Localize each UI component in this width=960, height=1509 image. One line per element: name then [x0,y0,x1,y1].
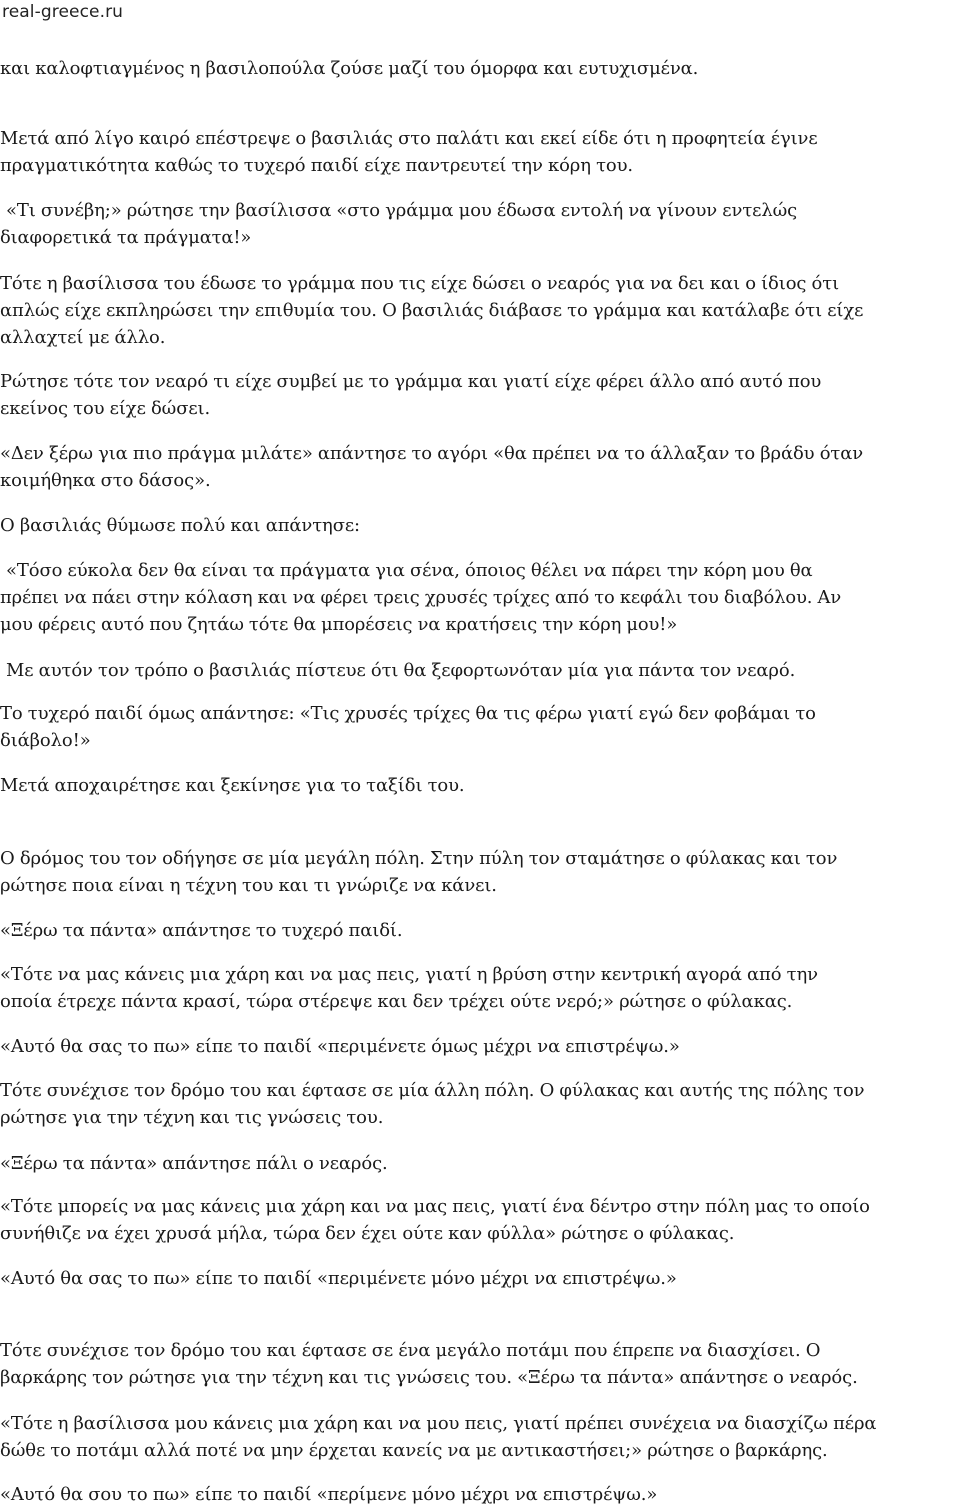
text-line: οποία έτρεχε πάντα κρασί, τώρα στέρεψε και δεν τρέχει ούτε νερό;» ρώτησε ο φύλακας. [0,991,793,1012]
paragraph [0,440,955,494]
text-line: Μετά αποχαιρέτησε και ξεκίνησε για το ταξίδι του. [0,775,465,796]
text-line: Ο βασιλιάς θύμωσε πολύ και απάντησε: [0,515,361,536]
text-line: βαρκάρης τον ρώτησε για την τέχνη και τις γνώσεις του. «Ξέρω τα πάντα» απάντησε ο νεαρός. [0,1367,858,1388]
paragraph [0,1077,955,1131]
text-line: «Δεν ξέρω για πιο πράγμα μιλάτε» απάντησε το αγόρι «θα πρέπει να το άλλαξαν το βράδυ όταν [0,443,864,464]
paragraph [0,197,960,251]
paragraph [0,1150,955,1177]
paragraph [0,557,960,638]
text-line: ρώτησε για την τέχνη και τις γνώσεις του. [0,1107,384,1128]
text-line: «Τότε να μας κάνεις μια χάρη και να μας πεις, γιατί η βρύση στην κεντρική αγορά από την [0,964,818,985]
text-line: κοιμήθηκα στο δάσος». [0,470,211,491]
paragraph [0,125,955,179]
paragraph [0,845,955,899]
text-line: «Ξέρω τα πάντα» απάντησε το τυχερό παιδί. [0,920,403,941]
text-line: «Αυτό θα σου το πω» είπε το παιδί «περίμενε μόνο μέχρι να επιστρέψω.» [0,1484,658,1505]
text-line: συνήθιζε να έχει χρυσά μήλα, τώρα δεν έχει ούτε καν φύλλα» ρώτησε ο φύλακας. [0,1223,735,1244]
paragraph [0,270,955,351]
text-line: «Αυτό θα σας το πω» είπε το παιδί «περιμένετε μόνο μέχρι να επιστρέψω.» [0,1268,677,1289]
paragraph [0,1481,955,1508]
text-line: Με αυτόν τον τρόπο ο βασιλιάς πίστευε ότι θα ξεφορτωνόταν μία για πάντα τον νεαρό. [6,660,796,681]
paragraph [0,700,955,754]
text-line: διαφορετικά τα πράγματα!» [0,227,252,248]
paragraph [0,512,955,539]
text-line: μου φέρεις αυτό που ζητάω τότε θα μπορέσεις να κρατήσεις την κόρη μου!» [0,614,678,635]
paragraph [0,1410,955,1464]
paragraph [0,1337,955,1391]
text-line: αλλαχτεί με άλλο. [0,327,166,348]
text-line: «Τόσο εύκολα δεν θα είναι τα πράγματα για σένα, όποιος θέλει να πάρει την κόρη μου θα [6,560,813,581]
paragraph [0,657,960,684]
text-line: Ο δρόμος του τον οδήγησε σε μία μεγάλη πόλη. Στην πύλη τον σταμάτησε ο φύλακας και τον [0,848,838,869]
text-line: διάβολο!» [0,730,91,751]
text-line: «Ξέρω τα πάντα» απάντησε πάλι ο νεαρός. [0,1153,388,1174]
paragraph [0,55,955,82]
paragraph [0,917,955,944]
text-line: «Τι συνέβη;» ρώτησε την βασίλισσα «στο γράμμα μου έδωσα εντολή να γίνουν εντελώς [6,200,798,221]
text-line: πραγματικότητα καθώς το τυχερό παιδί είχε παντρευτεί την κόρη του. [0,155,634,176]
text-line: ρώτησε ποια είναι η τέχνη του και τι γνώριζε να κάνει. [0,875,497,896]
text-line: Το τυχερό παιδί όμως απάντησε: «Τις χρυσές τρίχες θα τις φέρω γιατί εγώ δεν φοβάμαι το [0,703,816,724]
text-line: δώθε το ποτάμι αλλά ποτέ να μην έρχεται κανείς να με αντικαστήσει;» ρώτησε ο βαρκάρης. [0,1440,828,1461]
text-line: απλώς είχε εκπληρώσει την επιθυμία του. Ο βασιλιάς διάβασε το γράμμα και κατάλαβε ότι είχε [0,300,864,321]
text-line: Τότε συνέχισε τον δρόμο του και έφτασε σε μία άλλη πόλη. Ο φύλακας και αυτής της πόλης τον [0,1080,865,1101]
text-line: Τότε η βασίλισσα του έδωσε το γράμμα που τις είχε δώσει ο νεαρός για να δει και ο ίδιος ότι [0,273,840,294]
text-line: Τότε συνέχισε τον δρόμο του και έφτασε σε ένα μεγάλο ποτάμι που έπρεπε να διασχίσει. Ο [0,1340,821,1361]
text-line: «Τότε μπορείς να μας κάνεις μια χάρη και να μας πεις, γιατί ένα δέντρο στην πόλη μας το οποίο [0,1196,870,1217]
paragraph [0,1193,955,1247]
paragraph [0,368,955,422]
text-line: «Αυτό θα σας το πω» είπε το παιδί «περιμένετε όμως μέχρι να επιστρέψω.» [0,1036,680,1057]
text-line: «Τότε η βασίλισσα μου κάνεις μια χάρη και να μου πεις, γιατί πρέπει συνέχεια να διασχίζω πέρα [0,1413,877,1434]
text-line: Μετά από λίγο καιρό επέστρεψε ο βασιλιάς στο παλάτι και εκεί είδε ότι η προφητεία έγινε [0,128,818,149]
text-line: Ρώτησε τότε τον νεαρό τι είχε συμβεί με το γράμμα και γιατί είχε φέρει άλλο από αυτό που [0,371,822,392]
text-line: εκείνος του είχε δώσει. [0,398,211,419]
paragraph [0,1265,955,1292]
text-line: και καλοφτιαγμένος η βασιλοπούλα ζούσε μαζί του όμορφα και ευτυχισμένα. [0,58,699,79]
text-line: πρέπει να πάει στην κόλαση και να φέρει τρεις χρυσές τρίχες από το κεφάλι του διαβόλου. Αν [0,587,842,608]
paragraph [0,1033,955,1060]
paragraph [0,961,955,1015]
paragraph [0,772,955,799]
site-name: real-greece.ru [2,2,124,22]
